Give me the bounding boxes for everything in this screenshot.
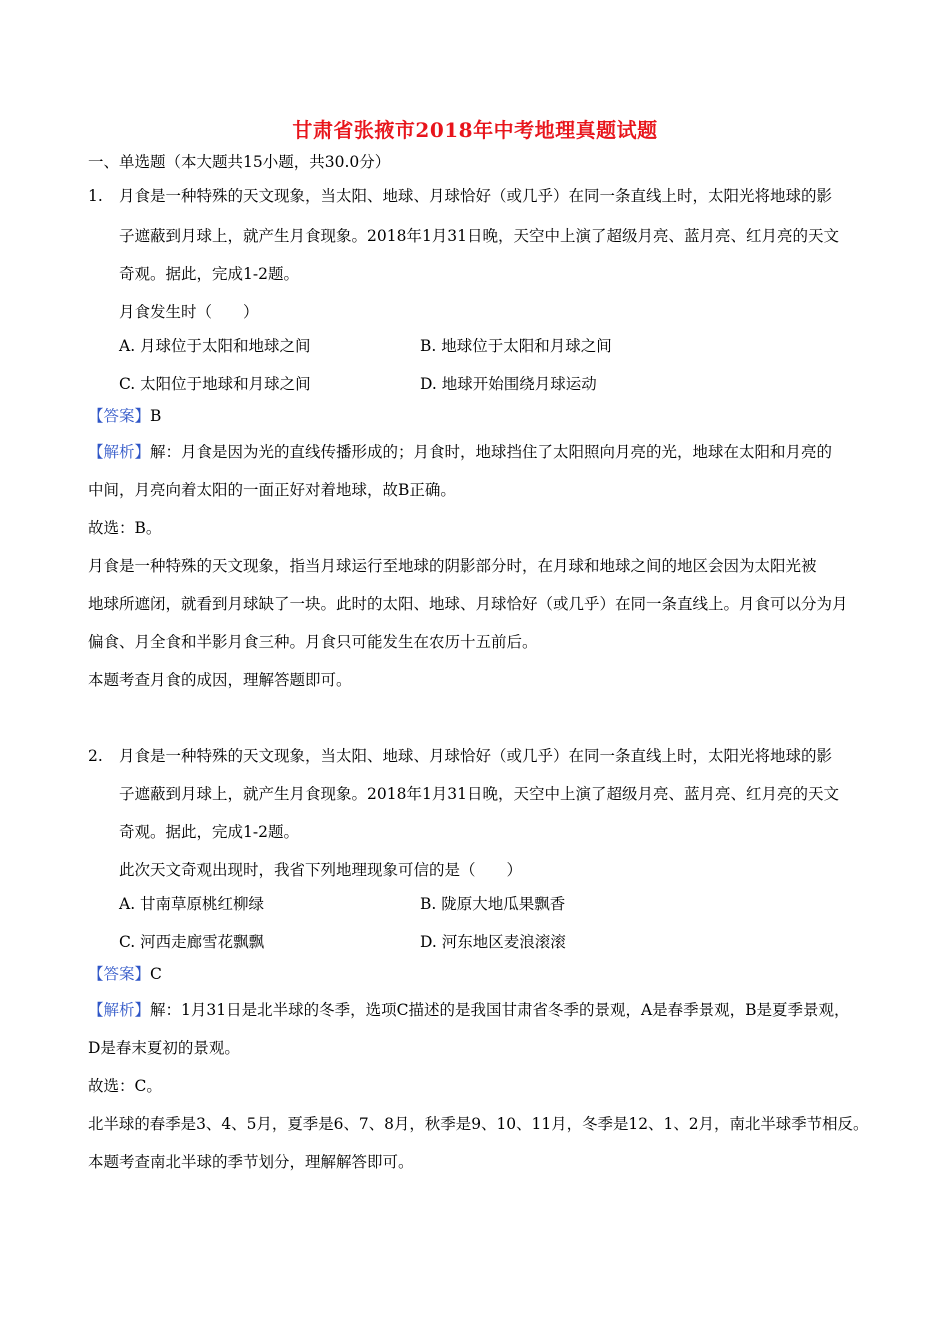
section-heading: 一、单选题（本大题共15小题，共30.0分） [88, 153, 391, 171]
option-a: A. 甘南草原桃红柳绿 [119, 895, 265, 913]
question-text: 月食发生时（ ） [119, 303, 259, 321]
question-number: 1. [88, 187, 103, 205]
note-text: 本题考查南北半球的季节划分，理解解答即可。 [88, 1153, 414, 1171]
question-stem-line: 子遮蔽到月球上，就产生月食现象。2018年1月31日晚，天空中上演了超级月亮、蓝月亮、红月亮的天文 [119, 227, 840, 245]
option-b: B. 地球位于太阳和月球之间 [420, 337, 612, 355]
analysis-line [88, 1000, 850, 1020]
option-b: B. 陇原大地瓜果飘香 [420, 895, 566, 913]
note-text: 偏食、月全食和半影月食三种。月食只可能发生在农历十五前后。 [88, 633, 538, 651]
question-stem-line: 子遮蔽到月球上，就产生月食现象。2018年1月31日晚，天空中上演了超级月亮、蓝月亮、红月亮的天文 [119, 785, 840, 803]
question-text: 此次天文奇观出现时，我省下列地理现象可信的是（ ） [119, 861, 523, 879]
note-text: 月食是一种特殊的天文现象，指当月球运行至地球的阴影部分时，在月球和地球之间的地区会因为太阳光被 [88, 557, 817, 575]
analysis-text: 解：月食是因为光的直线传播形成的；月食时，地球挡住了太阳照向月亮的光，地球在太阳和月亮的 [150, 443, 833, 461]
option-c: C. 太阳位于地球和月球之间 [119, 375, 311, 393]
analysis-tag: 【解析】 [88, 443, 151, 461]
answer-tag: 【答案】 [88, 965, 151, 983]
option-d: D. 地球开始围绕月球运动 [420, 375, 597, 393]
analysis-text: 中间，月亮向着太阳的一面正好对着地球，故B正确。 [88, 481, 456, 499]
option-a: A. 月球位于太阳和地球之间 [119, 337, 311, 355]
choice-text: 故选：B。 [88, 519, 162, 537]
question-stem-line: 奇观。据此，完成1-2题。 [119, 265, 299, 283]
answer-tag: 【答案】 [88, 407, 151, 425]
question-stem-line: 奇观。据此，完成1-2题。 [119, 823, 299, 841]
note-text: 北半球的春季是3、4、5月，夏季是6、7、8月，秋季是9、10、11月，冬季是12、1、2月，南北半球季节相反。 [88, 1115, 869, 1133]
answer-line [88, 964, 162, 984]
answer-line [88, 406, 161, 426]
option-c: C. 河西走廊雪花飘飘 [119, 933, 265, 951]
question-number: 2. [88, 747, 103, 765]
option-d: D. 河东地区麦浪滚滚 [420, 933, 566, 951]
answer-value: C [150, 965, 162, 983]
question-stem-line: 月食是一种特殊的天文现象，当太阳、地球、月球恰好（或几乎）在同一条直线上时，太阳光将地球的影 [119, 187, 833, 205]
note-text: 地球所遮闭，就看到月球缺了一块。此时的太阳、地球、月球恰好（或几乎）在同一条直线上。月食可以分为月 [88, 595, 848, 613]
analysis-line [88, 442, 832, 462]
question-stem-line: 月食是一种特殊的天文现象，当太阳、地球、月球恰好（或几乎）在同一条直线上时，太阳光将地球的影 [119, 747, 833, 765]
document-title: 甘肃省张掖市2018年中考地理真题试题 [292, 118, 658, 142]
choice-text: 故选：C。 [88, 1077, 162, 1095]
analysis-tag: 【解析】 [88, 1001, 151, 1019]
answer-value: B [150, 407, 162, 425]
analysis-text: D是春末夏初的景观。 [88, 1039, 240, 1057]
note-text: 本题考查月食的成因，理解答题即可。 [88, 671, 352, 689]
analysis-text: 解：1月31日是北半球的冬季，选项C描述的是我国甘肃省冬季的景观，A是春季景观，B是夏季景观， [150, 1001, 850, 1019]
